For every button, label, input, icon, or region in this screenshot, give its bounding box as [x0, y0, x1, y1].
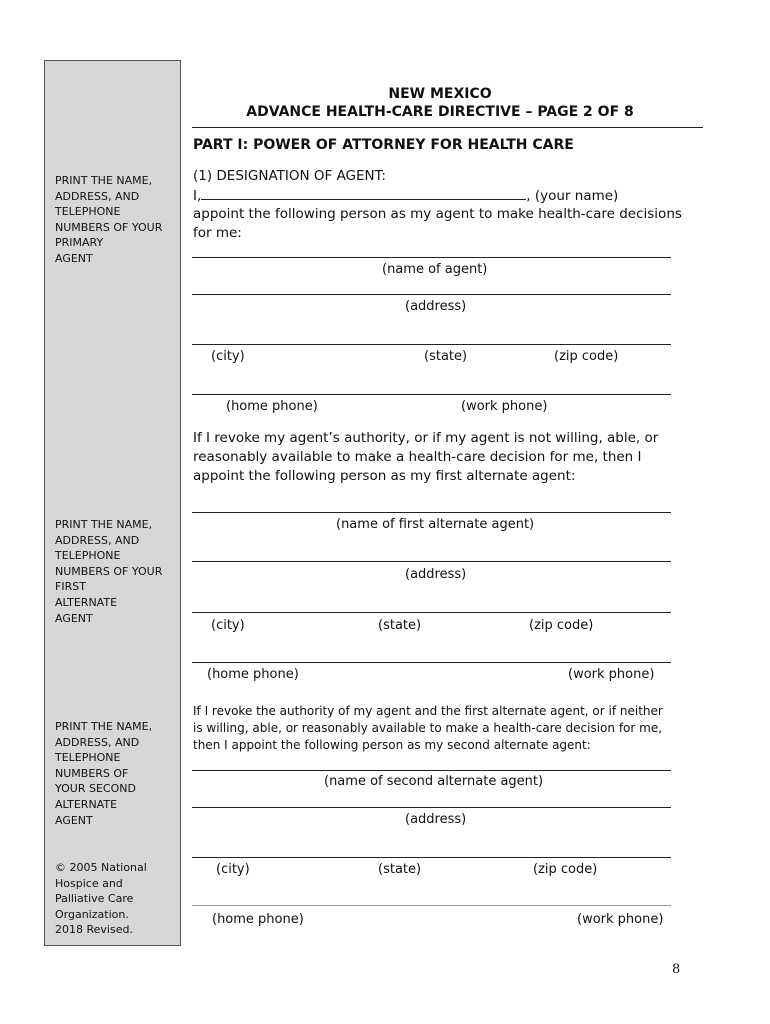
primary-state-label: (state) — [424, 349, 468, 364]
primary-work-phone-label: (work phone) — [461, 399, 548, 414]
second-alternate-home-phone-label: (home phone) — [212, 912, 304, 927]
primary-address-field[interactable] — [192, 294, 671, 295]
first-alternate-name-label: (name of first alternate agent) — [336, 517, 535, 532]
second-alternate-intro-1: If I revoke the authority of my agent and the first alternate agent, or if neither — [193, 704, 663, 718]
primary-phone-field[interactable] — [192, 394, 671, 395]
appoint-text: appoint the following person as my agent to make health-care decisions — [193, 206, 682, 222]
state-title: NEW MEXICO — [388, 86, 492, 102]
primary-city-label: (city) — [211, 349, 245, 364]
document-title: ADVANCE HEALTH-CARE DIRECTIVE – PAGE 2 OF 8 — [246, 104, 634, 120]
second-alternate-intro-2: is willing, able, or reasonably available to make a health-care decision for me, — [193, 721, 663, 735]
first-alternate-intro-1: If I revoke my agent’s authority, or if my agent is not willing, able, or — [193, 430, 659, 446]
primary-zip-label: (zip code) — [554, 349, 619, 364]
copyright-notice: © 2005 National Hospice and Palliative Care Organization. 2018 Revised. — [55, 861, 147, 937]
second-alternate-zip-label: (zip code) — [533, 862, 598, 877]
second-alternate-instructions: PRINT THE NAME, ADDRESS, AND TELEPHONE NUMBERS OF YOUR SECOND ALTERNATE AGENT — [55, 720, 153, 827]
first-alternate-intro-3: appoint the following person as my first alternate agent: — [193, 468, 576, 484]
first-alternate-name-field[interactable] — [192, 512, 671, 513]
second-alternate-work-phone-label: (work phone) — [577, 912, 664, 927]
part-heading: PART I: POWER OF ATTORNEY FOR HEALTH CARE — [193, 137, 574, 153]
first-alternate-address-label: (address) — [405, 567, 467, 582]
primary-city-state-zip-field[interactable] — [192, 344, 671, 345]
second-alternate-phone-field[interactable] — [192, 905, 671, 906]
first-alternate-phone-field[interactable] — [192, 662, 671, 663]
primary-name-field[interactable] — [192, 257, 671, 258]
first-alternate-state-label: (state) — [378, 618, 422, 633]
second-alternate-address-label: (address) — [405, 812, 467, 827]
first-alternate-city-state-zip-field[interactable] — [192, 612, 671, 613]
second-alternate-name-field[interactable] — [192, 770, 671, 771]
first-alternate-city-label: (city) — [211, 618, 245, 633]
second-alternate-address-field[interactable] — [192, 807, 671, 808]
first-alternate-instructions: PRINT THE NAME, ADDRESS, AND TELEPHONE NUMBERS OF YOUR FIRST ALTERNATE AGENT — [55, 518, 163, 625]
second-alternate-city-label: (city) — [216, 862, 250, 877]
designation-heading: (1) DESIGNATION OF AGENT: — [193, 168, 386, 184]
second-alternate-intro-3: then I appoint the following person as my second alternate agent: — [193, 738, 591, 752]
primary-home-phone-label: (home phone) — [226, 399, 318, 414]
primary-agent-instructions: PRINT THE NAME, ADDRESS, AND TELEPHONE NUMBERS OF YOUR PRIMARY AGENT — [55, 174, 163, 265]
instructions-sidebar — [44, 60, 181, 946]
your-name-field[interactable] — [201, 187, 526, 200]
second-alternate-name-label: (name of second alternate agent) — [324, 774, 544, 789]
first-alternate-home-phone-label: (home phone) — [207, 667, 299, 682]
second-alternate-state-label: (state) — [378, 862, 422, 877]
first-alternate-intro-2: reasonably available to make a health-care decision for me, then I — [193, 449, 642, 465]
your-name-line: I, , (your name) — [193, 188, 619, 204]
first-alternate-work-phone-label: (work phone) — [568, 667, 655, 682]
appoint-text-2: for me: — [193, 225, 242, 241]
primary-address-label: (address) — [405, 299, 467, 314]
header-rule — [192, 127, 703, 128]
second-alternate-city-state-zip-field[interactable] — [192, 857, 671, 858]
primary-name-label: (name of agent) — [382, 262, 488, 277]
first-alternate-address-field[interactable] — [192, 561, 671, 562]
first-alternate-zip-label: (zip code) — [529, 618, 594, 633]
page-number: 8 — [672, 962, 681, 977]
